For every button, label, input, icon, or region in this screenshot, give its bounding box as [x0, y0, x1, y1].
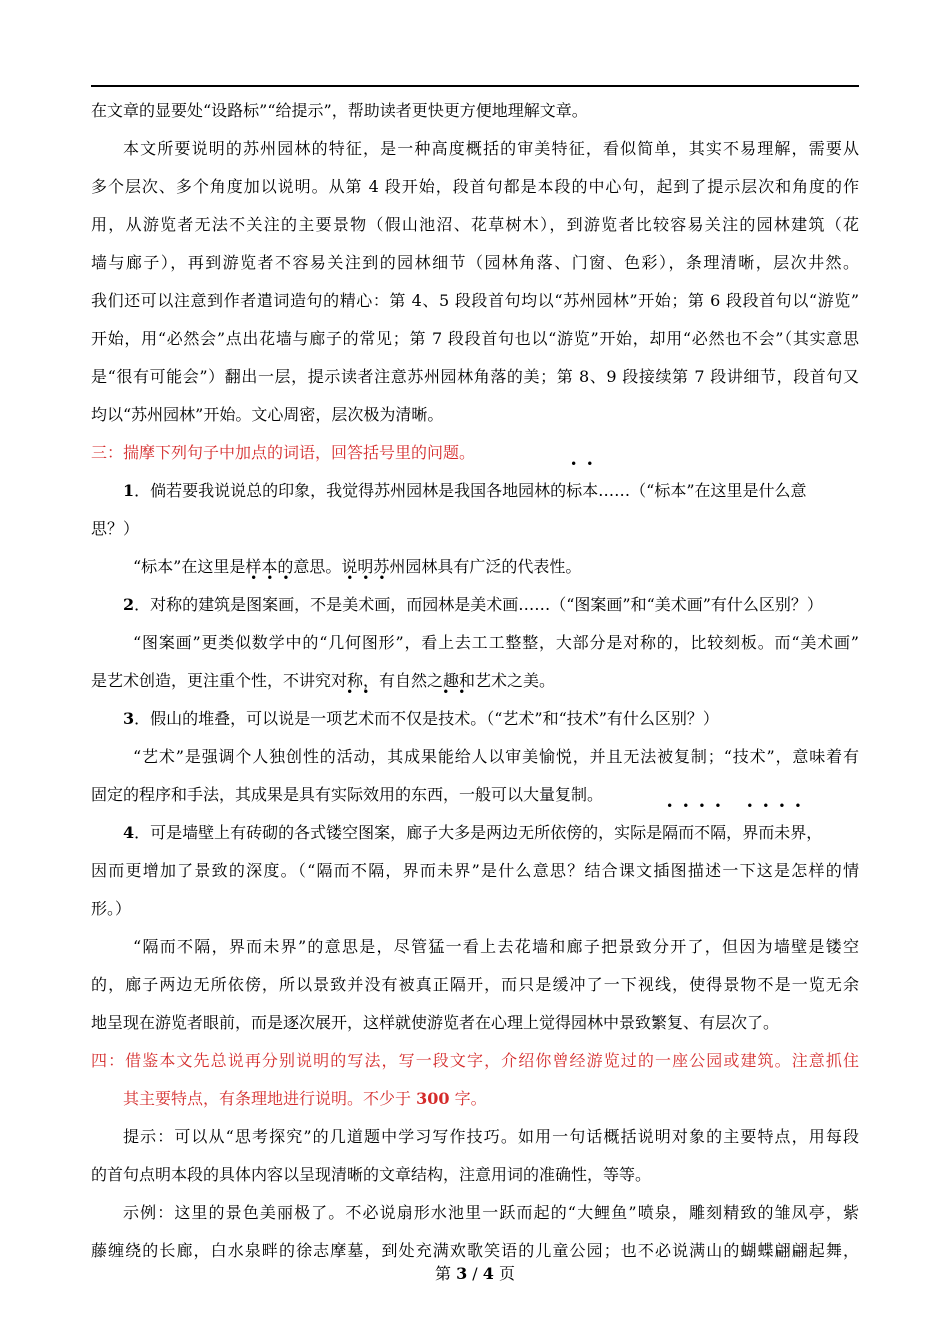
q1-line-1	[123, 472, 807, 510]
q2-text-pre: ．对称的建筑是	[134, 595, 247, 614]
page-total: 4	[482, 1264, 494, 1283]
q2-text-post: ，而园林是美术画……（“图案画”和“美术画”有什么区别？）	[390, 595, 823, 614]
example-line-1: 示例：这里的景色美丽极了。不必说扇形水池里一跃而起的“大鲤鱼”喷泉，雕刻精致的雏凤亭，紫	[123, 1203, 859, 1222]
q3-answer-line-1: “艺术”是强调个人独创性的活动，其成果能给人以审美愉悦，并且无法被复制；“技术”，意味着有	[133, 747, 859, 766]
q4-text-post: ，	[806, 823, 823, 842]
page-footer	[0, 1262, 950, 1286]
q4-answer-line-3: 地呈现在游览者眼前，而是逐次展开，这样就使游览者在心理上觉得园林中景致繁复、有层次了。	[91, 1013, 780, 1032]
example-line-2: 藤缠绕的长廊，白水泉畔的徐志摩墓，到处充满欢歌笑语的儿童公园；也不必说满山的蝴蝶翩翩起舞，	[91, 1241, 859, 1260]
q1-number: 1	[123, 481, 135, 500]
analysis-line-4: 墙与廊子），再到游览者不容易关注到的园林细节（园林角落、门窗、色彩），条理清晰，层次井然。	[91, 253, 859, 272]
q3-text-post: 。（“艺术”和“技术”有什么区别？）	[470, 709, 719, 728]
footer-post: 页	[493, 1264, 516, 1283]
q2-dotted-word-1: ••• 图案画	[246, 586, 294, 624]
q2-text-mid: ，不是	[294, 595, 343, 614]
q2-line	[123, 586, 823, 624]
q3-answer-line-2: 固定的程序和手法，其成果是具有实际效用的东西，一般可以大量复制。	[91, 785, 604, 804]
analysis-line-6: 开始，用“必然会”点出花墙与廊子的常见；第 7 段段首句也以“游览”开始，却用“必然也不会”（其实意思	[91, 329, 859, 348]
q4-text-pre: ．可是墙壁上有砖砌的各式镂空图案，廊子大多是两边无所依傍的，实际是	[134, 823, 663, 842]
q1-line-2: 思？）	[91, 519, 140, 538]
section4-heading-pre: 其主要特点，有条理地进行说明。不少于	[123, 1089, 417, 1108]
paragraph-intro-tail: 在文章的显要处“设路标”“给提示”，帮助读者更快更方便地理解文章。	[91, 101, 588, 120]
q1-answer: “标本”在这里是样本的意思。说明苏州园林具有广泛的代表性。	[133, 557, 582, 576]
analysis-line-5: 我们还可以注意到作者遣词造句的精心：第 4、5 段段首句均以“苏州园林”开始；第 6 段段首句以“游览”	[91, 291, 859, 310]
q3-line	[123, 700, 719, 738]
q4-line-1	[123, 814, 822, 852]
q4-line-2: 因而更增加了景致的深度。（“隔而不隔，界而未界”是什么意思？结合课文插图描述一下这是怎样的情	[91, 861, 859, 880]
analysis-line-3: 用，从游览者无法不关注的主要景物（假山池沼、花草树木），到游览者比较容易关注的园林建筑（花	[91, 215, 859, 234]
q3-number: 3	[123, 709, 135, 728]
q3-text-mid: 而不仅是	[374, 709, 439, 728]
q1-dotted-word: •• 标本	[566, 472, 598, 510]
section3-heading: 三：揣摩下列句子中加点的词语，回答括号里的问题。	[91, 443, 476, 462]
q2-answer-line-2: 是艺术创造，更注重个性，不讲究对称，有自然之趣和艺术之美。	[91, 671, 556, 690]
q4-dotted-word-1: •••• 隔而不隔	[662, 814, 726, 852]
q4-line-3: 形。）	[91, 899, 132, 918]
q3-dotted-word-1: •• 艺术	[342, 700, 374, 738]
q4-text-mid: ，	[726, 823, 743, 842]
q2-dotted-word-2: ••• 美术画	[342, 586, 390, 624]
hint-line-1: 提示：可以从“思考探究”的几道题中学习写作技巧。如用一句话概括说明对象的主要特点，用每段	[123, 1127, 859, 1146]
q2-number: 2	[123, 595, 135, 614]
q4-answer-line-2: 的，廊子两边无所依傍，所以景致并没有被真正隔开，而只是缓冲了一下视线，使得景物不是一览无余	[91, 975, 859, 994]
q1-text-pre: ．倘若要我说说总的印象，我觉得苏州园林是我国各地园林的	[134, 481, 567, 500]
footer-pre: 第	[434, 1264, 457, 1283]
hint-line-2: 的首句点明本段的具体内容以呈现清晰的文章结构，注意用词的准确性，等等。	[91, 1165, 652, 1184]
q4-answer-line-1: “隔而不隔，界而未界”的意思是，尽管猛一看上去花墙和廊子把景致分开了，但因为墙壁是镂空	[133, 937, 859, 956]
analysis-line-7: 是“很有可能会”）翻出一层，提示读者注意苏州园林角落的美；第 8、9 段接续第 7 段讲细节，段首句又	[91, 367, 859, 386]
q4-dotted-word-2: •••• 界而未界	[742, 814, 806, 852]
footer-separator: /	[467, 1264, 483, 1283]
header-rule	[91, 85, 859, 87]
q3-text-pre: ．假山的堆叠，可以说是一项	[134, 709, 343, 728]
q1-text-post: ……（“标本”在这里是什么意	[598, 481, 807, 500]
analysis-line-2: 多个层次、多个角度加以说明。从第 4 段开始，段首句都是本段的中心句，起到了提示层次和角度的作	[91, 177, 859, 196]
section4-heading-line-2	[123, 1080, 487, 1118]
section4-heading-post: 字。	[449, 1089, 487, 1108]
analysis-line-8: 均以“苏州园林”开始。文心周密，层次极为清晰。	[91, 405, 444, 424]
page-number: 3	[456, 1264, 468, 1283]
analysis-line-1: 本文所要说明的苏州园林的特征，是一种高度概括的审美特征，看似简单，其实不易理解，需要从	[123, 139, 859, 158]
q3-dotted-word-2: •• 技术	[438, 700, 470, 738]
q4-number: 4	[123, 823, 135, 842]
q2-answer-line-1: “图案画”更类似数学中的“几何图形”，看上去工工整整，大部分是对称的，比较刻板。而“美术画”	[133, 633, 859, 652]
section4-word-count: 300	[416, 1089, 450, 1108]
section4-heading-line-1: 四：借鉴本文先总说再分别说明的写法，写一段文字，介绍你曾经游览过的一座公园或建筑。注意抓住	[91, 1051, 859, 1070]
